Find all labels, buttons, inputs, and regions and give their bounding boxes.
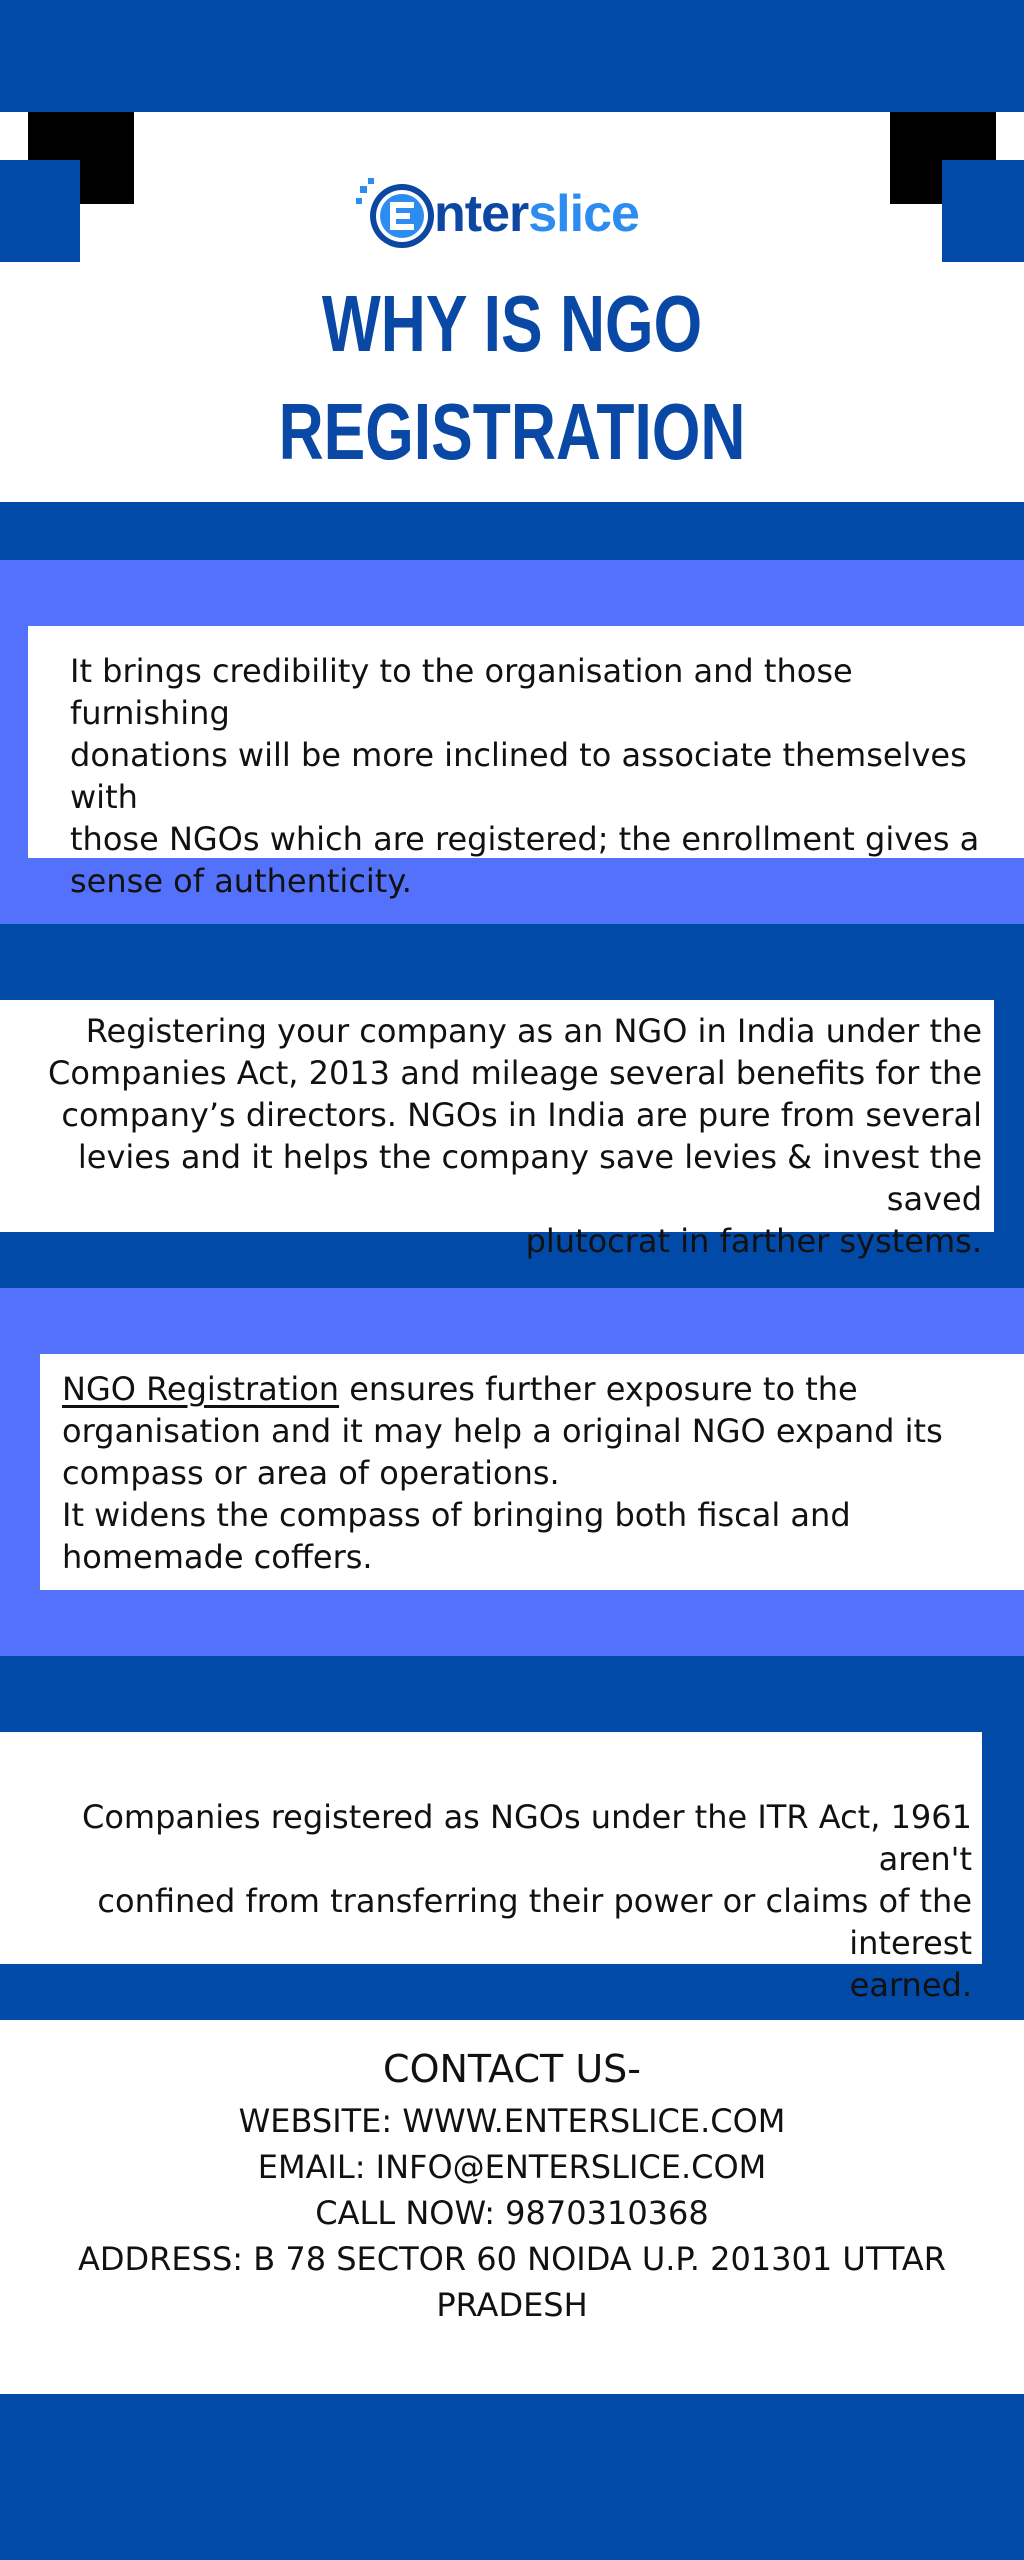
contact-address-line1: ADDRESS: B 78 SECTOR 60 NOIDA U.P. 201301 UTTAR <box>78 2240 946 2278</box>
contact-address-line2: PRADESH <box>436 2286 588 2324</box>
corner-decoration-right-blue <box>942 160 1024 262</box>
contact-email: EMAIL: INFO@ENTERSLICE.COM <box>257 2148 767 2186</box>
footer-band <box>0 2394 1024 2560</box>
section-3-card <box>40 1354 1024 1590</box>
section-2-card <box>0 1000 994 1260</box>
divider-band-1 <box>0 502 1024 560</box>
section-1-text: It brings credibility to the organisation and those furnishing donations will be more inclined to associate themselves with those NGOs which are registered; the enrollment gives a sense of authenticity. <box>70 652 980 900</box>
ngo-registration-link[interactable]: NGO Registration <box>62 1370 340 1408</box>
corner-decoration-left-blue <box>0 160 80 262</box>
enterslice-logo <box>356 176 656 256</box>
section-4-card <box>0 1732 982 2004</box>
page-title-line1: WHY IS NGO REGISTRATION <box>278 279 746 476</box>
contact-heading: CONTACT US- <box>383 2047 641 2091</box>
logo-e-icon <box>356 176 436 256</box>
section-4-text: Companies registered as NGOs under the ITR Act, 1961 aren't confined from transferring their power or claims of the interest earned. <box>81 1798 972 2004</box>
section-2-text: Registering your company as an NGO in India under the Companies Act, 2013 and mileage several benefits for the company’s directors. NGOs in India are pure from several levies and it helps the company save levies & invest the saved plutocrat in farther systems. <box>48 1012 982 1260</box>
contact-section <box>0 2040 1024 2328</box>
section-3-text: NGO Registration ensures further exposure to the organisation and it may help a original NGO expand its compass or area of operations. It widens the compass of bringing both fiscal and homemade coffers. <box>62 1370 943 1576</box>
contact-website: WEBSITE: WWW.ENTERSLICE.COM <box>238 2102 786 2140</box>
top-banner <box>0 0 1024 112</box>
contact-phone: CALL NOW: 9870310368 <box>315 2194 709 2232</box>
section-1-card <box>28 626 1024 900</box>
logo-wordmark: nterslice <box>434 185 639 243</box>
